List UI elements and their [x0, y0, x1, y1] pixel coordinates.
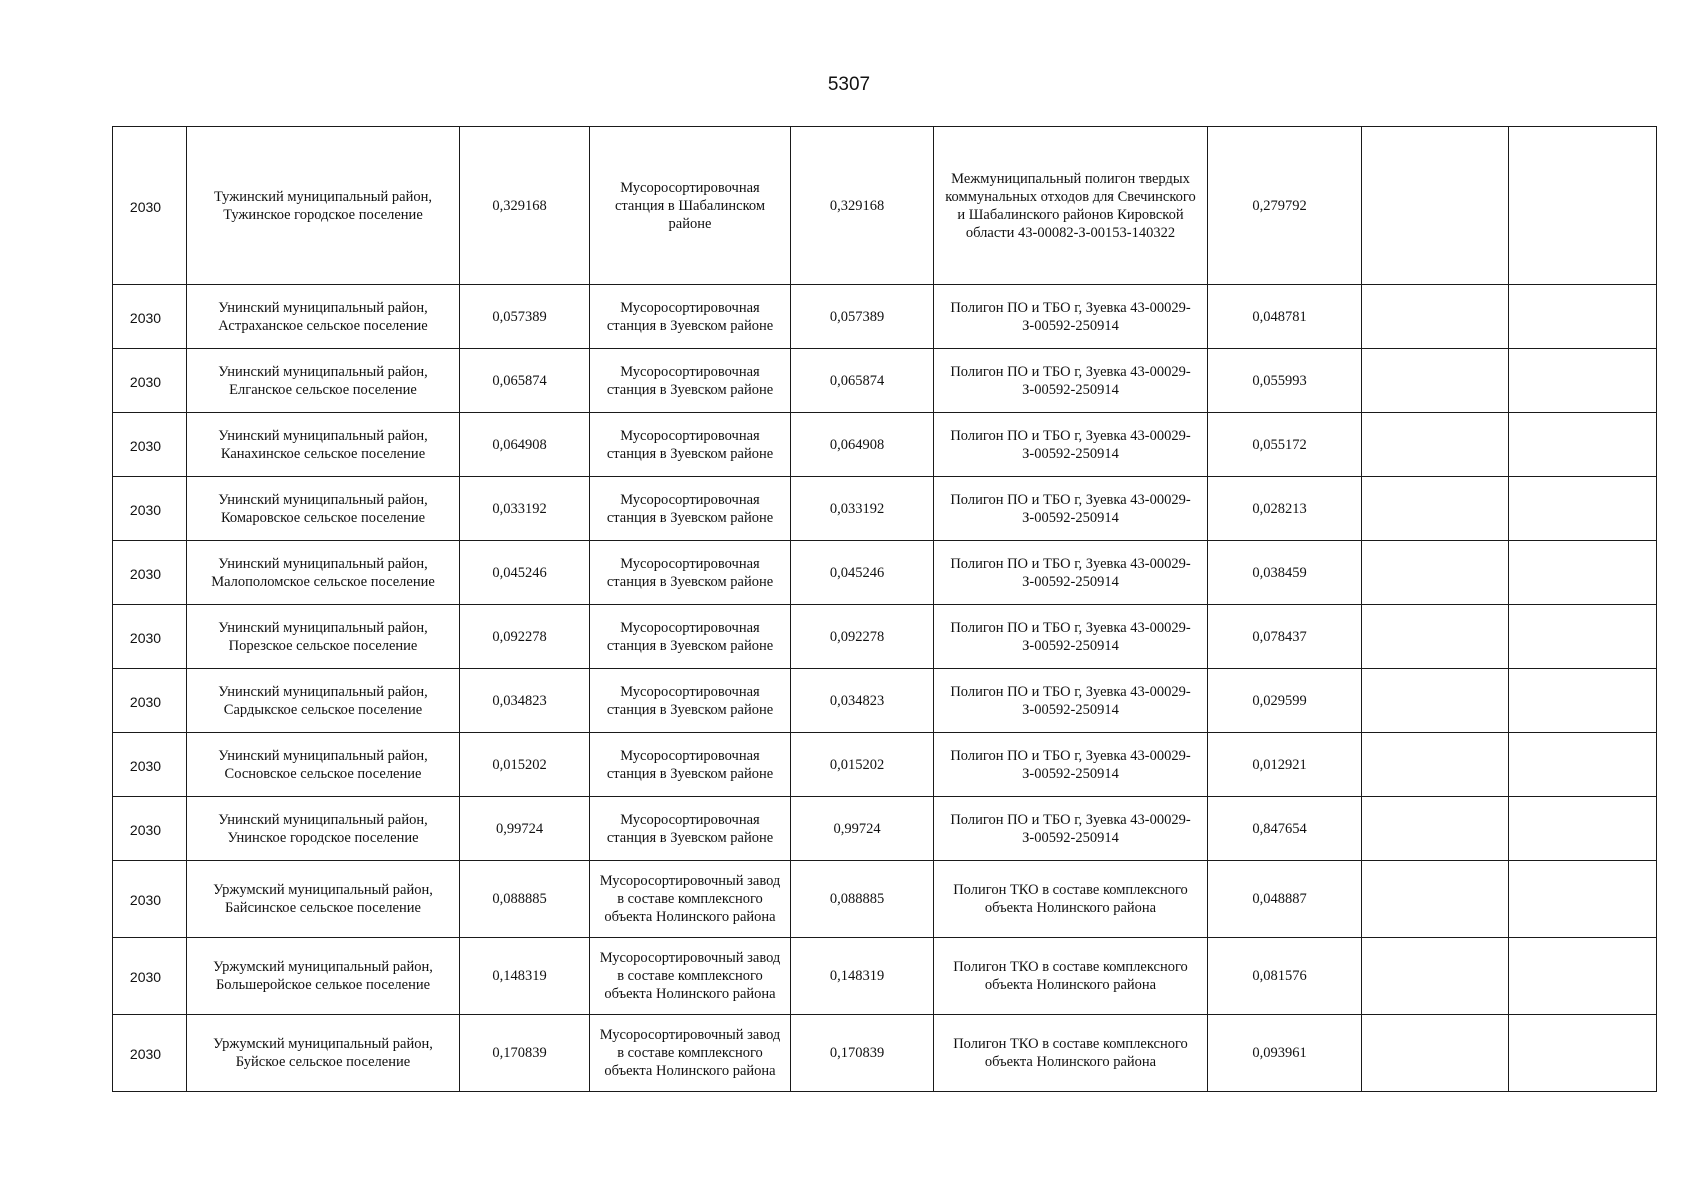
year-cell: 2030 [113, 797, 187, 861]
disposal-facility-cell: Полигон ПО и ТБО г, Зуевка 43-00029-З-00592-250914 [934, 541, 1208, 605]
empty-cell [1509, 669, 1657, 733]
volume-cell: 0,99724 [460, 797, 590, 861]
municipality-cell: Уржумский муниципальный район, Большеройское селькое поселение [187, 938, 460, 1015]
sorting-facility-cell: Мусоросортировочная станция в Зуевском районе [590, 541, 791, 605]
empty-cell [1362, 861, 1509, 938]
empty-cell [1509, 413, 1657, 477]
sorted-volume-cell: 0,088885 [791, 861, 934, 938]
table-row [113, 733, 1657, 797]
year-cell: 2030 [113, 669, 187, 733]
volume-cell: 0,015202 [460, 733, 590, 797]
empty-cell [1362, 349, 1509, 413]
disposal-volume-cell: 0,279792 [1208, 127, 1362, 285]
municipality-cell: Унинский муниципальный район, Канахинское сельское поселение [187, 413, 460, 477]
empty-cell [1509, 938, 1657, 1015]
empty-cell [1362, 477, 1509, 541]
municipality-cell: Унинский муниципальный район, Сардыкское сельское поселение [187, 669, 460, 733]
disposal-volume-cell: 0,048887 [1208, 861, 1362, 938]
volume-cell: 0,057389 [460, 285, 590, 349]
year-cell: 2030 [113, 541, 187, 605]
municipality-cell: Унинский муниципальный район, Астраханское сельское поселение [187, 285, 460, 349]
year-cell: 2030 [113, 938, 187, 1015]
table-row [113, 861, 1657, 938]
sorted-volume-cell: 0,045246 [791, 541, 934, 605]
disposal-volume-cell: 0,038459 [1208, 541, 1362, 605]
municipality-cell: Тужинский муниципальный район, Тужинское городское поселение [187, 127, 460, 285]
empty-cell [1509, 541, 1657, 605]
year-cell: 2030 [113, 605, 187, 669]
table-row [113, 127, 1657, 285]
sorted-volume-cell: 0,092278 [791, 605, 934, 669]
empty-cell [1362, 285, 1509, 349]
empty-cell [1509, 733, 1657, 797]
sorting-facility-cell: Мусоросортировочная станция в Зуевском районе [590, 349, 791, 413]
volume-cell: 0,064908 [460, 413, 590, 477]
empty-cell [1509, 797, 1657, 861]
disposal-facility-cell: Полигон ПО и ТБО г, Зуевка 43-00029-З-00592-250914 [934, 477, 1208, 541]
table-row [113, 938, 1657, 1015]
empty-cell [1362, 413, 1509, 477]
sorted-volume-cell: 0,170839 [791, 1015, 934, 1092]
empty-cell [1509, 127, 1657, 285]
empty-cell [1362, 797, 1509, 861]
volume-cell: 0,148319 [460, 938, 590, 1015]
sorting-facility-cell: Мусоросортировочная станция в Зуевском районе [590, 669, 791, 733]
disposal-facility-cell: Полигон ПО и ТБО г, Зуевка 43-00029-З-00592-250914 [934, 285, 1208, 349]
table-row [113, 669, 1657, 733]
empty-cell [1509, 861, 1657, 938]
municipality-cell: Унинский муниципальный район, Унинское городское поселение [187, 797, 460, 861]
disposal-volume-cell: 0,081576 [1208, 938, 1362, 1015]
disposal-facility-cell: Полигон ПО и ТБО г, Зуевка 43-00029-З-00592-250914 [934, 605, 1208, 669]
sorting-facility-cell: Мусоросортировочный завод в составе комплексного объекта Нолинского района [590, 1015, 791, 1092]
empty-cell [1509, 1015, 1657, 1092]
volume-cell: 0,088885 [460, 861, 590, 938]
page-number: 5307 [827, 74, 871, 95]
municipality-cell: Унинский муниципальный район, Малополомское сельское поселение [187, 541, 460, 605]
disposal-volume-cell: 0,028213 [1208, 477, 1362, 541]
disposal-volume-cell: 0,093961 [1208, 1015, 1362, 1092]
sorting-facility-cell: Мусоросортировочная станция в Зуевском районе [590, 413, 791, 477]
sorted-volume-cell: 0,329168 [791, 127, 934, 285]
empty-cell [1362, 541, 1509, 605]
year-cell: 2030 [113, 349, 187, 413]
disposal-volume-cell: 0,847654 [1208, 797, 1362, 861]
table-row [113, 413, 1657, 477]
year-cell: 2030 [113, 477, 187, 541]
sorted-volume-cell: 0,148319 [791, 938, 934, 1015]
volume-cell: 0,033192 [460, 477, 590, 541]
empty-cell [1362, 938, 1509, 1015]
disposal-volume-cell: 0,055172 [1208, 413, 1362, 477]
volume-cell: 0,092278 [460, 605, 590, 669]
year-cell: 2030 [113, 733, 187, 797]
disposal-facility-cell: Полигон ТКО в составе комплексного объекта Нолинского района [934, 1015, 1208, 1092]
disposal-facility-cell: Полигон ПО и ТБО г, Зуевка 43-00029-З-00592-250914 [934, 413, 1208, 477]
table-row [113, 285, 1657, 349]
empty-cell [1362, 1015, 1509, 1092]
table-row [113, 541, 1657, 605]
sorting-facility-cell: Мусоросортировочный завод в составе комплексного объекта Нолинского района [590, 938, 791, 1015]
municipality-cell: Унинский муниципальный район, Порезское сельское поселение [187, 605, 460, 669]
empty-cell [1509, 285, 1657, 349]
disposal-facility-cell: Полигон ТКО в составе комплексного объекта Нолинского района [934, 938, 1208, 1015]
disposal-facility-cell: Полигон ПО и ТБО г, Зуевка 43-00029-З-00592-250914 [934, 733, 1208, 797]
sorted-volume-cell: 0,99724 [791, 797, 934, 861]
sorting-facility-cell: Мусоросортировочная станция в Зуевском районе [590, 477, 791, 541]
volume-cell: 0,034823 [460, 669, 590, 733]
empty-cell [1509, 477, 1657, 541]
year-cell: 2030 [113, 861, 187, 938]
municipality-cell: Унинский муниципальный район, Комаровское сельское поселение [187, 477, 460, 541]
empty-cell [1362, 669, 1509, 733]
sorting-facility-cell: Мусоросортировочная станция в Шабалинском районе [590, 127, 791, 285]
disposal-facility-cell: Полигон ПО и ТБО г, Зуевка 43-00029-З-00592-250914 [934, 797, 1208, 861]
empty-cell [1509, 349, 1657, 413]
disposal-facility-cell: Полигон ПО и ТБО г, Зуевка 43-00029-З-00592-250914 [934, 349, 1208, 413]
sorting-facility-cell: Мусоросортировочная станция в Зуевском районе [590, 797, 791, 861]
sorted-volume-cell: 0,034823 [791, 669, 934, 733]
disposal-volume-cell: 0,048781 [1208, 285, 1362, 349]
empty-cell [1509, 605, 1657, 669]
sorting-facility-cell: Мусоросортировочная станция в Зуевском районе [590, 733, 791, 797]
table-row [113, 1015, 1657, 1092]
sorted-volume-cell: 0,015202 [791, 733, 934, 797]
disposal-facility-cell: Полигон ТКО в составе комплексного объекта Нолинского района [934, 861, 1208, 938]
sorting-facility-cell: Мусоросортировочный завод в составе комплексного объекта Нолинского района [590, 861, 791, 938]
disposal-volume-cell: 0,055993 [1208, 349, 1362, 413]
sorting-facility-cell: Мусоросортировочная станция в Зуевском районе [590, 605, 791, 669]
year-cell: 2030 [113, 413, 187, 477]
table-row [113, 349, 1657, 413]
disposal-volume-cell: 0,029599 [1208, 669, 1362, 733]
volume-cell: 0,329168 [460, 127, 590, 285]
municipality-cell: Уржумский муниципальный район, Буйское сельское поселение [187, 1015, 460, 1092]
municipality-cell: Унинский муниципальный район, Елганское сельское поселение [187, 349, 460, 413]
sorted-volume-cell: 0,064908 [791, 413, 934, 477]
sorted-volume-cell: 0,065874 [791, 349, 934, 413]
sorted-volume-cell: 0,057389 [791, 285, 934, 349]
sorted-volume-cell: 0,033192 [791, 477, 934, 541]
disposal-facility-cell: Полигон ПО и ТБО г, Зуевка 43-00029-З-00592-250914 [934, 669, 1208, 733]
empty-cell [1362, 733, 1509, 797]
volume-cell: 0,065874 [460, 349, 590, 413]
volume-cell: 0,045246 [460, 541, 590, 605]
table-row [113, 477, 1657, 541]
disposal-volume-cell: 0,012921 [1208, 733, 1362, 797]
empty-cell [1362, 605, 1509, 669]
municipality-cell: Уржумский муниципальный район, Байсинское сельское поселение [187, 861, 460, 938]
table-row [113, 605, 1657, 669]
year-cell: 2030 [113, 1015, 187, 1092]
year-cell: 2030 [113, 285, 187, 349]
table-row [113, 797, 1657, 861]
municipality-cell: Унинский муниципальный район, Сосновское сельское поселение [187, 733, 460, 797]
disposal-volume-cell: 0,078437 [1208, 605, 1362, 669]
year-cell: 2030 [113, 127, 187, 285]
disposal-facility-cell: Межмуниципальный полигон твердых коммунальных отходов для Свечинского и Шабалинского районов Кировской области 43-00082-З-00153-140322 [934, 127, 1208, 285]
waste-flow-table [112, 126, 1657, 1092]
volume-cell: 0,170839 [460, 1015, 590, 1092]
empty-cell [1362, 127, 1509, 285]
sorting-facility-cell: Мусоросортировочная станция в Зуевском районе [590, 285, 791, 349]
